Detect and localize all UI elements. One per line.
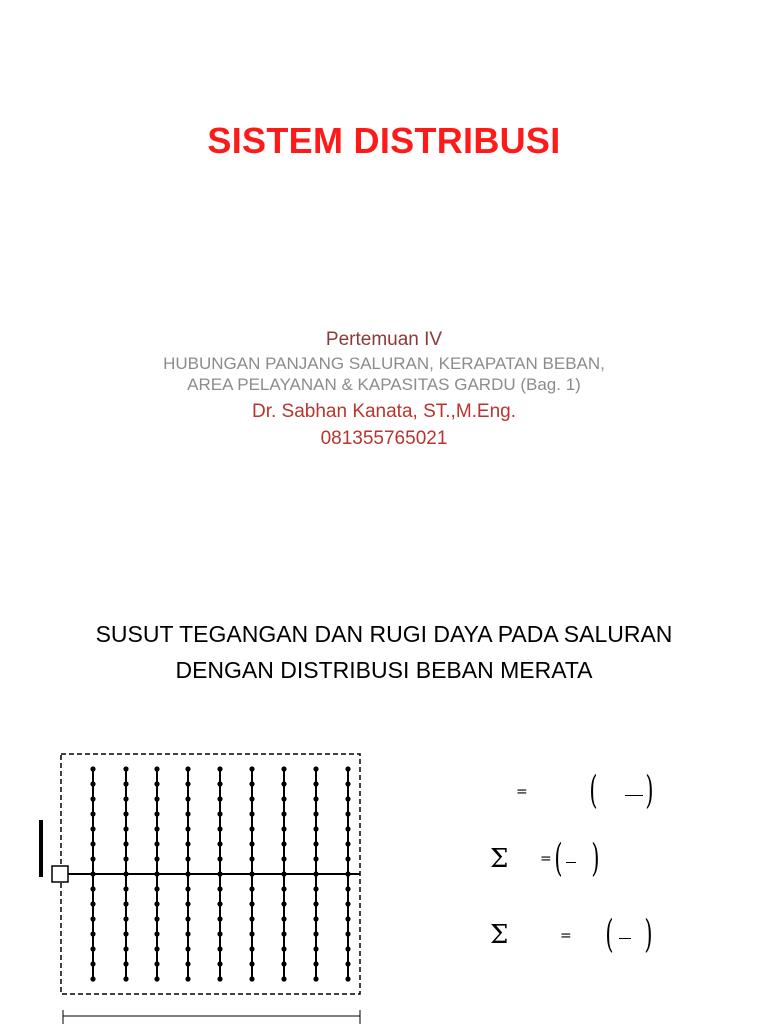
load-point	[217, 781, 222, 786]
content-slide	[0, 576, 768, 1024]
load-point	[154, 946, 159, 951]
load-point	[345, 796, 350, 801]
load-point	[313, 946, 318, 951]
load-point	[154, 781, 159, 786]
load-point	[249, 841, 254, 846]
load-point	[185, 886, 190, 891]
load-point	[185, 946, 190, 951]
load-point	[154, 961, 159, 966]
load-point	[217, 871, 222, 876]
load-point	[154, 811, 159, 816]
load-point	[281, 961, 286, 966]
load-point	[123, 961, 128, 966]
equation-3-equals: =	[560, 928, 572, 944]
load-point	[217, 916, 222, 921]
load-point	[90, 766, 95, 771]
load-point	[217, 856, 222, 861]
load-point	[313, 886, 318, 891]
slide-title: SISTEM DISTRIBUSI	[207, 120, 561, 161]
load-point	[313, 826, 318, 831]
load-point	[249, 856, 254, 861]
load-point	[281, 841, 286, 846]
load-point	[90, 886, 95, 891]
load-point	[123, 856, 128, 861]
load-point	[90, 811, 95, 816]
load-point	[249, 796, 254, 801]
load-point	[249, 811, 254, 816]
load-point	[217, 976, 222, 981]
load-point	[249, 931, 254, 936]
load-point	[313, 976, 318, 981]
load-point	[90, 856, 95, 861]
load-point	[123, 931, 128, 936]
load-point	[123, 901, 128, 906]
load-point	[345, 931, 350, 936]
load-point	[154, 976, 159, 981]
load-point	[345, 901, 350, 906]
load-point	[249, 766, 254, 771]
load-point	[345, 811, 350, 816]
equation-2-equals: =	[540, 851, 552, 867]
load-point	[345, 781, 350, 786]
section-heading	[0, 616, 768, 688]
load-point	[217, 766, 222, 771]
load-point	[281, 826, 286, 831]
load-point	[313, 796, 318, 801]
load-point	[90, 841, 95, 846]
load-point	[217, 946, 222, 951]
load-point	[90, 781, 95, 786]
load-point	[123, 946, 128, 951]
load-point	[185, 766, 190, 771]
load-point	[249, 871, 254, 876]
load-point	[154, 886, 159, 891]
load-point	[345, 871, 350, 876]
load-point	[123, 811, 128, 816]
load-point	[185, 931, 190, 936]
load-point	[281, 946, 286, 951]
load-point	[90, 916, 95, 921]
load-point	[185, 826, 190, 831]
load-point	[123, 871, 128, 876]
load-point	[217, 961, 222, 966]
load-point	[313, 856, 318, 861]
load-point	[123, 916, 128, 921]
equation-1-fraction-bar	[625, 795, 643, 796]
equation-3-open-paren: (	[605, 912, 614, 956]
load-point	[281, 871, 286, 876]
load-point	[185, 961, 190, 966]
load-point	[185, 781, 190, 786]
load-point	[154, 871, 159, 876]
load-point	[249, 946, 254, 951]
load-point	[154, 841, 159, 846]
load-point	[154, 766, 159, 771]
load-point	[217, 901, 222, 906]
load-point	[154, 931, 159, 936]
load-point	[123, 826, 128, 831]
equation-1-close-paren: )	[645, 768, 654, 812]
load-point	[185, 841, 190, 846]
load-point	[249, 901, 254, 906]
load-point	[154, 826, 159, 831]
load-point	[345, 826, 350, 831]
meeting-label: Pertemuan IV	[325, 329, 443, 350]
equation-2-fraction-bar	[566, 862, 576, 863]
load-point	[281, 976, 286, 981]
load-point	[90, 961, 95, 966]
load-point	[217, 796, 222, 801]
phone-number: 081355765021	[320, 428, 448, 449]
equation-1-equals: =	[516, 784, 528, 800]
load-point	[249, 916, 254, 921]
author-name: Dr. Sabhan Kanata, ST.,M.Eng.	[251, 401, 517, 422]
load-point	[90, 901, 95, 906]
load-point	[281, 901, 286, 906]
subtitle-block	[0, 327, 768, 452]
load-point	[313, 841, 318, 846]
equation-3-close-paren: )	[644, 912, 653, 956]
load-point	[217, 811, 222, 816]
load-point	[313, 931, 318, 936]
topic-line-1: HUBUNGAN PANJANG SALURAN, KERAPATAN BEBAN,	[163, 354, 605, 373]
equation-2-close-paren: )	[591, 836, 600, 880]
load-point	[313, 871, 318, 876]
load-point	[154, 796, 159, 801]
load-point	[345, 886, 350, 891]
load-point	[185, 976, 190, 981]
load-point	[185, 871, 190, 876]
substation-box	[52, 866, 68, 882]
load-point	[90, 871, 95, 876]
load-point	[90, 826, 95, 831]
load-point	[313, 781, 318, 786]
load-point	[281, 796, 286, 801]
load-point	[154, 916, 159, 921]
load-point	[345, 766, 350, 771]
load-point	[281, 916, 286, 921]
load-point	[249, 961, 254, 966]
load-point	[123, 781, 128, 786]
load-point	[281, 931, 286, 936]
load-point	[345, 946, 350, 951]
load-point	[123, 796, 128, 801]
load-point	[185, 916, 190, 921]
load-point	[185, 901, 190, 906]
load-point	[249, 976, 254, 981]
load-point	[345, 916, 350, 921]
load-point	[185, 796, 190, 801]
load-point	[217, 841, 222, 846]
load-point	[185, 811, 190, 816]
load-point	[281, 811, 286, 816]
load-point	[123, 766, 128, 771]
load-point	[313, 901, 318, 906]
load-point	[90, 796, 95, 801]
load-point	[90, 976, 95, 981]
load-point	[217, 931, 222, 936]
equation-3-sigma: Σ	[490, 920, 509, 950]
load-point	[90, 931, 95, 936]
equation-1-open-paren: (	[589, 768, 598, 812]
load-point	[123, 841, 128, 846]
load-point	[217, 886, 222, 891]
load-point	[345, 976, 350, 981]
load-point	[345, 856, 350, 861]
load-point	[313, 811, 318, 816]
load-point	[185, 856, 190, 861]
load-point	[313, 961, 318, 966]
load-point	[345, 961, 350, 966]
load-point	[249, 781, 254, 786]
load-point	[313, 916, 318, 921]
load-point	[281, 766, 286, 771]
equation-3-fraction-bar	[619, 938, 631, 939]
load-point	[249, 886, 254, 891]
load-point	[154, 901, 159, 906]
load-point	[123, 976, 128, 981]
load-point	[281, 856, 286, 861]
load-point	[123, 886, 128, 891]
load-point	[345, 841, 350, 846]
load-point	[90, 946, 95, 951]
equation-2-open-paren: (	[554, 836, 563, 880]
equation-2-sigma: Σ	[490, 844, 509, 874]
load-point	[281, 781, 286, 786]
load-point	[217, 826, 222, 831]
load-point	[154, 856, 159, 861]
load-point	[281, 886, 286, 891]
heading-line-2: DENGAN DISTRIBUSI BEBAN MERATA	[175, 657, 593, 683]
load-point	[249, 826, 254, 831]
topic-line-2: AREA PELAYANAN & KAPASITAS GARDU (Bag. 1)	[187, 375, 581, 394]
load-point	[313, 766, 318, 771]
heading-line-1: SUSUT TEGANGAN DAN RUGI DAYA PADA SALURAN	[95, 621, 673, 647]
uniform-load-diagram	[30, 748, 370, 1024]
